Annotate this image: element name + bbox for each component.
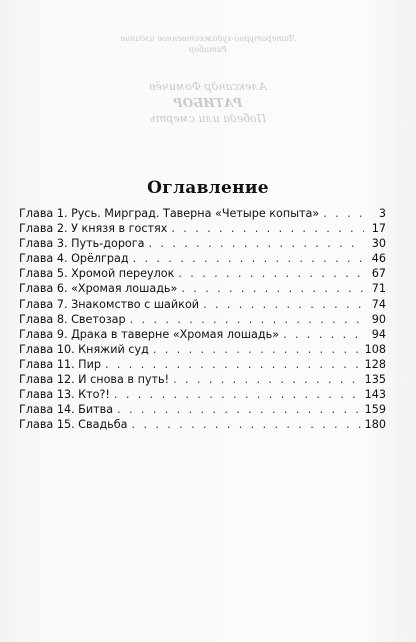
toc-leader-dots [323,207,364,220]
toc-entry[interactable] [19,207,386,222]
toc-entry-page: 159 [364,403,386,417]
bleed-through-book-subtitle: Победа или смерть [149,112,267,125]
toc-entry[interactable] [19,298,386,313]
toc-entry-label: Глава 1. Русь. Миргрaд. Таверна «Четыре копыта» [19,207,320,220]
toc-entry[interactable] [19,373,386,388]
toc-leader-dots [133,252,364,265]
toc-entry-page: 90 [371,312,386,326]
toc-entry[interactable] [19,267,386,282]
toc-entry-page: 94 [371,327,386,341]
toc-leader-dots [132,418,361,431]
toc-entry-label: Глава 11. Пир [19,357,101,371]
toc-entry[interactable] [19,252,386,267]
toc-entry-label: Глава 3. Путь-дорога [19,237,145,251]
toc-entry-label: Глава 6. «Хромая лошадь» [19,282,178,296]
toc-entry-label: Глава 4. Орёлград [19,252,129,266]
bleed-through-line2: Ратибор [189,45,227,54]
toc-entry[interactable] [19,403,386,418]
toc-entry-page: 67 [371,267,386,281]
toc-leader-dots [130,313,364,326]
toc-entry-label: Глава 5. Хромой переулок [19,267,175,281]
bleed-through-book-title: РАТИБОР [173,96,243,110]
toc-entry-label: Глава 9. Драка в таверне «Хромая лошадь» [19,327,280,341]
toc-entry-label: Глава 14. Битва [19,403,114,417]
toc-entry-page: 180 [364,418,386,432]
toc-entry-page: 17 [371,222,386,236]
toc-entry[interactable] [19,313,386,328]
toc-leader-dots [173,373,361,386]
toc-entry-page: 3 [378,207,386,220]
toc-entry-label: Глава 13. Кто?! [19,388,110,402]
bleed-through-author: Александр Фомичёв [149,80,267,93]
toc-entry-page: 143 [364,388,386,402]
toc-list [19,207,386,433]
bleed-through-line1: Литературно-художественное издание [120,34,296,43]
toc-leader-dots [114,388,361,401]
toc-entry-page: 46 [371,252,386,266]
toc-entry[interactable] [19,388,386,403]
toc-entry-page: 108 [364,342,386,356]
toc-leader-dots [283,328,364,341]
toc-entry-label: Глава 7. Знакомство с шайкой [19,297,200,311]
toc-leader-dots [178,267,364,280]
toc-leader-dots [171,222,364,235]
toc-leader-dots [105,358,361,371]
toc-entry-label: Глава 15. Свадьба [19,418,128,432]
toc-heading: Оглавление [147,178,269,198]
toc-leader-dots [149,237,364,250]
toc-entry[interactable] [19,343,386,358]
toc-entry[interactable] [19,237,386,252]
toc-entry[interactable] [19,358,386,373]
toc-entry-page: 128 [364,357,386,371]
toc-entry-page: 135 [364,373,386,387]
toc-entry-page: 30 [371,237,386,251]
toc-entry-label: Глава 10. Княжий суд [19,342,149,356]
toc-leader-dots [181,282,364,295]
toc-entry-page: 74 [371,297,386,311]
toc-entry-label: Глава 8. Светозар [19,312,126,326]
toc-entry-page: 71 [371,282,386,296]
toc-entry[interactable] [19,282,386,297]
toc-leader-dots [117,403,361,416]
toc-entry-label: Глава 2. У князя в гостях [19,222,168,236]
toc-leader-dots [153,343,361,356]
toc-entry[interactable] [19,418,386,433]
toc-entry-label: Глава 12. И снова в путь! [19,373,170,387]
toc-leader-dots [203,298,364,311]
toc-entry[interactable] [19,222,386,237]
toc-entry[interactable] [19,328,386,343]
